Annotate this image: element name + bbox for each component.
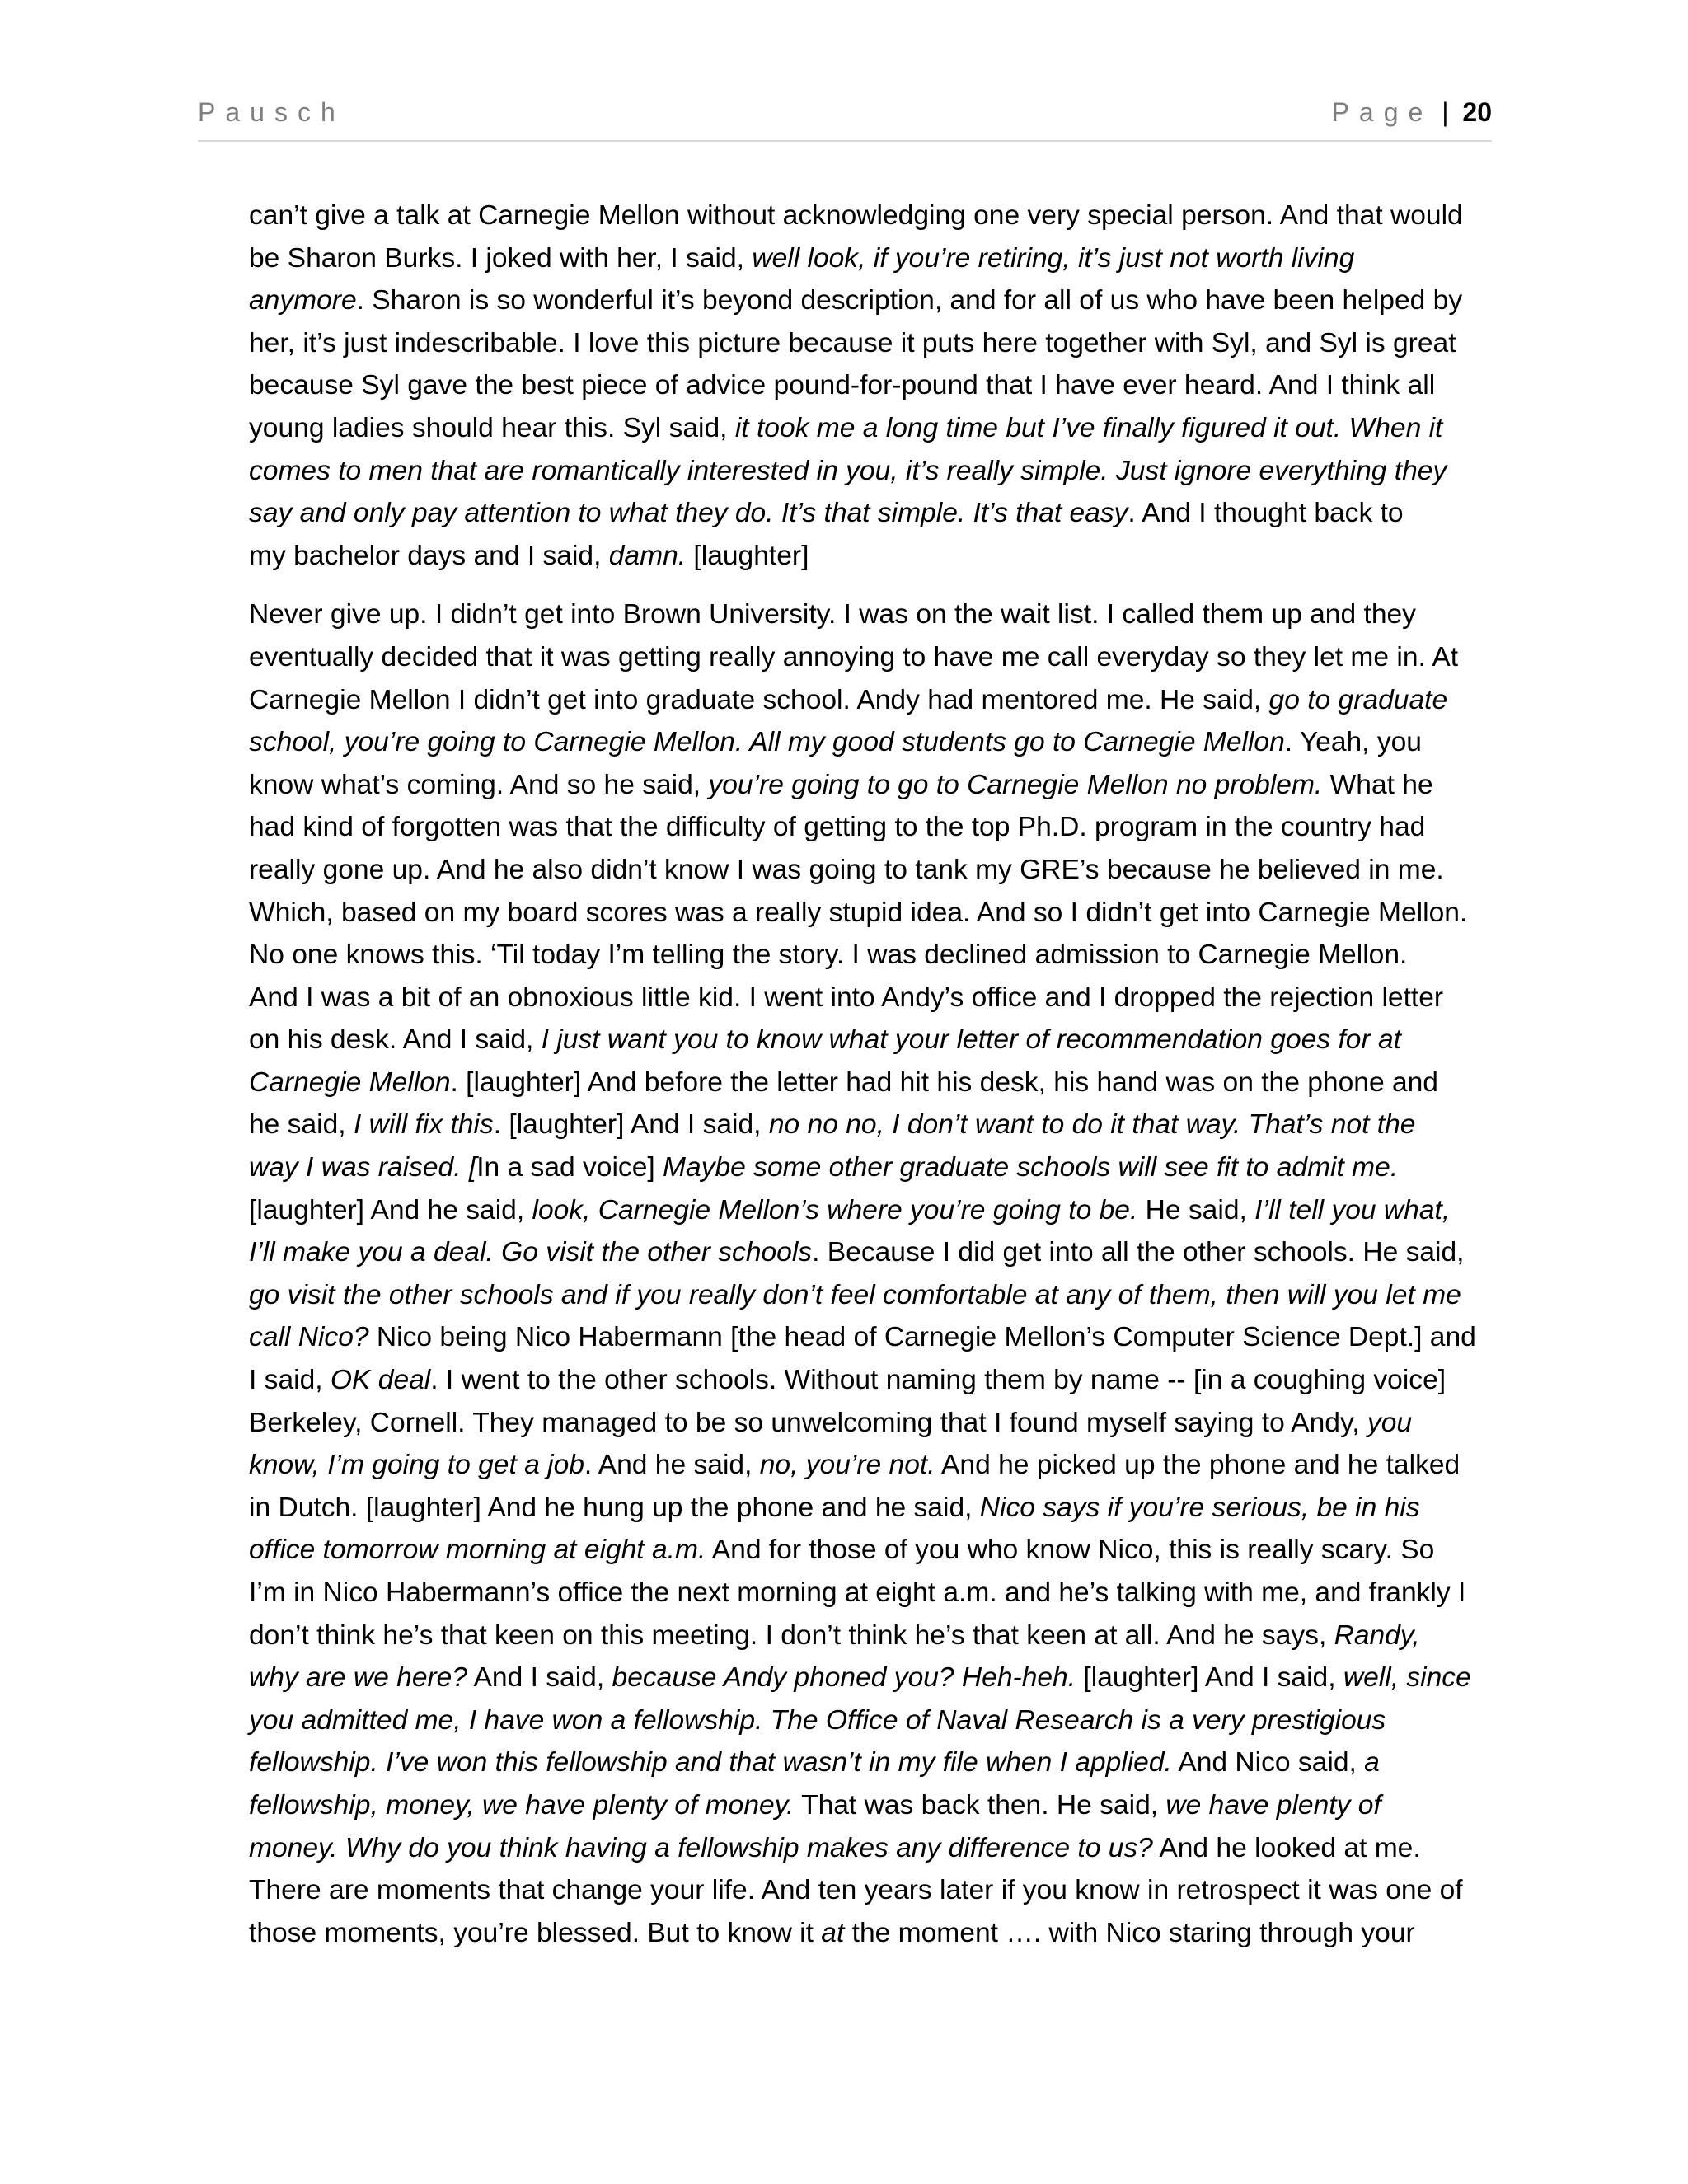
text-line	[249, 1741, 1493, 1784]
text-line	[249, 849, 1493, 892]
text-line	[249, 806, 1493, 849]
text-line	[249, 1062, 1493, 1104]
text-line	[249, 764, 1493, 807]
italic-text: Carnegie Mellon	[249, 1066, 451, 1098]
text-line	[249, 1359, 1493, 1402]
text-line	[249, 364, 1493, 407]
header-separator: |	[1442, 97, 1449, 127]
italic-text: fellowship, money, we have plenty of money.	[249, 1789, 795, 1821]
text-line	[249, 535, 1493, 578]
text-run: And for those of you who know Nico, this is really scary. So	[706, 1535, 1435, 1566]
text-line	[249, 1487, 1493, 1530]
text-line	[249, 279, 1493, 322]
text-line	[249, 1104, 1493, 1146]
italic-text: I will fix this	[353, 1109, 494, 1141]
text-run: And I said,	[467, 1662, 612, 1694]
italic-text: you admitted me, I have won a fellowship. The Office of Naval Research is a very prestigious	[249, 1704, 1386, 1736]
italic-text: well, since	[1343, 1662, 1471, 1694]
text-run: don’t think he’s that keen on this meeting. I don’t think he’s that keen at all. And he says,	[249, 1619, 1334, 1651]
text-line	[249, 1402, 1493, 1445]
text-run: And Nico said,	[1171, 1747, 1365, 1779]
text-run: . And he said,	[584, 1450, 760, 1481]
text-line	[249, 934, 1493, 977]
text-line	[249, 636, 1493, 679]
italic-text: office tomorrow morning at eight a.m.	[249, 1535, 706, 1566]
italic-text: we have plenty of	[1165, 1789, 1381, 1821]
text-line	[249, 1827, 1493, 1870]
text-line	[249, 1912, 1493, 1955]
italic-text: at	[821, 1917, 845, 1948]
text-run: Never give up. I didn’t get into Brown University. I was on the wait list. I called them up and they	[249, 599, 1416, 630]
italic-text: no no no, I don’t want to do it that way. That’s not the	[768, 1109, 1416, 1141]
text-run: because Syl gave the best piece of advice pound-for-pound that I have ever heard. And I think all	[249, 370, 1436, 401]
text-run: There are moments that change your life. And ten years later if you know in retrospect it was one of	[249, 1875, 1463, 1906]
italic-text: damn.	[608, 540, 687, 571]
text-line	[249, 977, 1493, 1019]
italic-text: because Andy phoned you? Heh-heh.	[612, 1662, 1076, 1694]
text-run: Which, based on my board scores was a really stupid idea. And so I didn’t get into Carnegie Mellon.	[249, 897, 1468, 928]
paragraph	[249, 194, 1493, 577]
text-line	[249, 194, 1493, 237]
text-line	[249, 1189, 1493, 1232]
text-run: [laughter] And I said,	[1076, 1662, 1343, 1694]
text-line	[249, 1572, 1493, 1615]
text-line	[249, 593, 1493, 636]
text-line	[249, 407, 1493, 450]
text-line	[249, 1316, 1493, 1359]
text-line	[249, 1444, 1493, 1487]
italic-text: go visit the other schools and if you really don’t feel comfortable at any of them, then will you let me	[249, 1279, 1461, 1310]
text-run: That was back then. He said,	[794, 1789, 1166, 1821]
text-run: No one knows this. ‘Til today I’m telling the story. I was declined admission to Carnegie Mellon.	[249, 940, 1408, 971]
text-line	[249, 721, 1493, 764]
italic-text: you	[1367, 1407, 1413, 1438]
italic-text: school, you’re going to Carnegie Mellon. All my good students go to Carnegie Mellon	[249, 727, 1285, 758]
italic-text: call Nico?	[249, 1322, 369, 1353]
italic-text: way I was raised. [	[249, 1152, 477, 1183]
text-run: And I was a bit of an obnoxious little kid. I went into Andy’s office and I dropped the rejection letter	[249, 982, 1444, 1013]
text-line	[249, 1784, 1493, 1827]
text-run: And he picked up the phone and he talked	[935, 1450, 1461, 1481]
italic-text: say and only pay attention to what they do. It’s that simple. It’s that easy	[249, 498, 1128, 529]
text-line	[249, 1657, 1493, 1699]
text-run: be Sharon Burks. I joked with her, I said,	[249, 242, 753, 274]
italic-text: a	[1364, 1747, 1380, 1779]
text-line	[249, 450, 1493, 493]
text-run: [laughter]	[686, 540, 809, 571]
text-run: [laughter] And he said,	[249, 1194, 532, 1226]
text-run: He said,	[1137, 1194, 1255, 1226]
text-line	[249, 1019, 1493, 1062]
text-line	[249, 1231, 1493, 1274]
text-run: can’t give a talk at Carnegie Mellon without acknowledging one very special person. And that would	[249, 200, 1463, 231]
text-run: Nico being Nico Habermann [the head of Carnegie Mellon’s Computer Science Dept.] and	[368, 1322, 1476, 1353]
text-run: in Dutch. [laughter] And he hung up the phone and he said,	[249, 1492, 980, 1523]
text-run: . Yeah, you	[1284, 727, 1422, 758]
text-run: . And I thought back to	[1128, 498, 1404, 529]
text-line	[249, 679, 1493, 722]
text-run: those moments, you’re blessed. But to know it	[249, 1917, 822, 1948]
text-run: In a sad voice]	[476, 1152, 663, 1183]
text-run: Berkeley, Cornell. They managed to be so unwelcoming that I found myself saying to Andy,	[249, 1407, 1367, 1438]
text-run: I’m in Nico Habermann’s office the next morning at eight a.m. and he’s talking with me, and frankly I	[249, 1577, 1466, 1608]
text-line	[249, 1869, 1493, 1912]
text-run: And he looked at me.	[1152, 1832, 1421, 1863]
text-run: . [laughter] And I said,	[493, 1109, 769, 1141]
italic-text: I’ll tell you what,	[1254, 1194, 1451, 1226]
header-page-word: Page	[1331, 97, 1433, 127]
page-number: 20	[1462, 97, 1492, 127]
text-run: on his desk. And I said,	[249, 1024, 542, 1056]
text-line	[249, 492, 1493, 535]
header-author: Pausch	[198, 97, 345, 127]
text-run: . I went to the other schools. Without naming them by name -- [in a coughing voice]	[430, 1365, 1447, 1396]
document-body	[249, 194, 1493, 1954]
italic-text: Nico says if you’re serious, be in his	[979, 1492, 1420, 1523]
header-page-label	[1332, 97, 1492, 128]
text-run: eventually decided that it was getting really annoying to have me call everyday so they let me in. At	[249, 641, 1459, 673]
italic-text: money. Why do you think having a fellowship makes any difference to us?	[249, 1832, 1153, 1863]
text-line	[249, 1699, 1493, 1742]
text-run: . Sharon is so wonderful it’s beyond description, and for all of us who have been helped by	[356, 285, 1463, 316]
italic-text: OK deal	[330, 1365, 431, 1396]
text-run: . Because I did get into all the other schools. He said,	[812, 1237, 1465, 1268]
italic-text: I just want you to know what your letter of recommendation goes for at	[541, 1024, 1401, 1056]
text-run: Carnegie Mellon I didn’t get into graduate school. Andy had mentored me. He said,	[249, 684, 1269, 715]
text-line	[249, 1146, 1493, 1189]
page-header	[198, 97, 1492, 142]
italic-text: know, I’m going to get a job	[249, 1450, 584, 1481]
text-run: What he	[1322, 769, 1433, 800]
italic-text: why are we here?	[249, 1662, 468, 1694]
paragraph	[249, 593, 1493, 1954]
text-line	[249, 1615, 1493, 1657]
text-run: I said,	[249, 1365, 331, 1396]
text-line	[249, 892, 1493, 935]
text-line	[249, 1274, 1493, 1317]
text-run: young ladies should hear this. Syl said,	[249, 412, 735, 443]
text-line	[249, 1529, 1493, 1572]
text-run: know what’s coming. And so he said,	[249, 769, 709, 800]
text-run: he said,	[249, 1109, 354, 1141]
italic-text: I’ll make you a deal. Go visit the other schools	[249, 1237, 813, 1268]
text-line	[249, 322, 1493, 365]
italic-text: fellowship. I’ve won this fellowship and that wasn’t in my file when I applied.	[249, 1747, 1172, 1779]
text-run: really gone up. And he also didn’t know I was going to tank my GRE’s because he believed in me.	[249, 854, 1444, 885]
text-line	[249, 237, 1493, 280]
italic-text: no, you’re not.	[759, 1450, 935, 1481]
text-run: the moment …. with Nico staring through your	[844, 1917, 1415, 1948]
italic-text: it took me a long time but I’ve finally figured it out. When it	[734, 412, 1443, 443]
text-run: . [laughter] And before the letter had hit his desk, his hand was on the phone and	[450, 1066, 1438, 1098]
italic-text: Maybe some other graduate schools will see fit to admit me.	[663, 1152, 1399, 1183]
text-run: her, it’s just indescribable. I love this picture because it puts here together with Syl, and Syl is great	[249, 327, 1456, 359]
italic-text: anymore	[249, 285, 357, 316]
italic-text: you’re going to go to Carnegie Mellon no problem.	[708, 769, 1323, 800]
italic-text: look, Carnegie Mellon’s where you’re going to be.	[532, 1194, 1138, 1226]
italic-text: go to graduate	[1268, 684, 1448, 715]
italic-text: well look, if you’re retiring, it’s just not worth living	[752, 242, 1355, 274]
text-run: had kind of forgotten was that the difficulty of getting to the top Ph.D. program in the country had	[249, 812, 1426, 843]
text-run: my bachelor days and I said,	[249, 540, 609, 571]
italic-text: Randy,	[1334, 1619, 1420, 1651]
italic-text: comes to men that are romantically interested in you, it’s really simple. Just ignore everything they	[249, 455, 1447, 486]
